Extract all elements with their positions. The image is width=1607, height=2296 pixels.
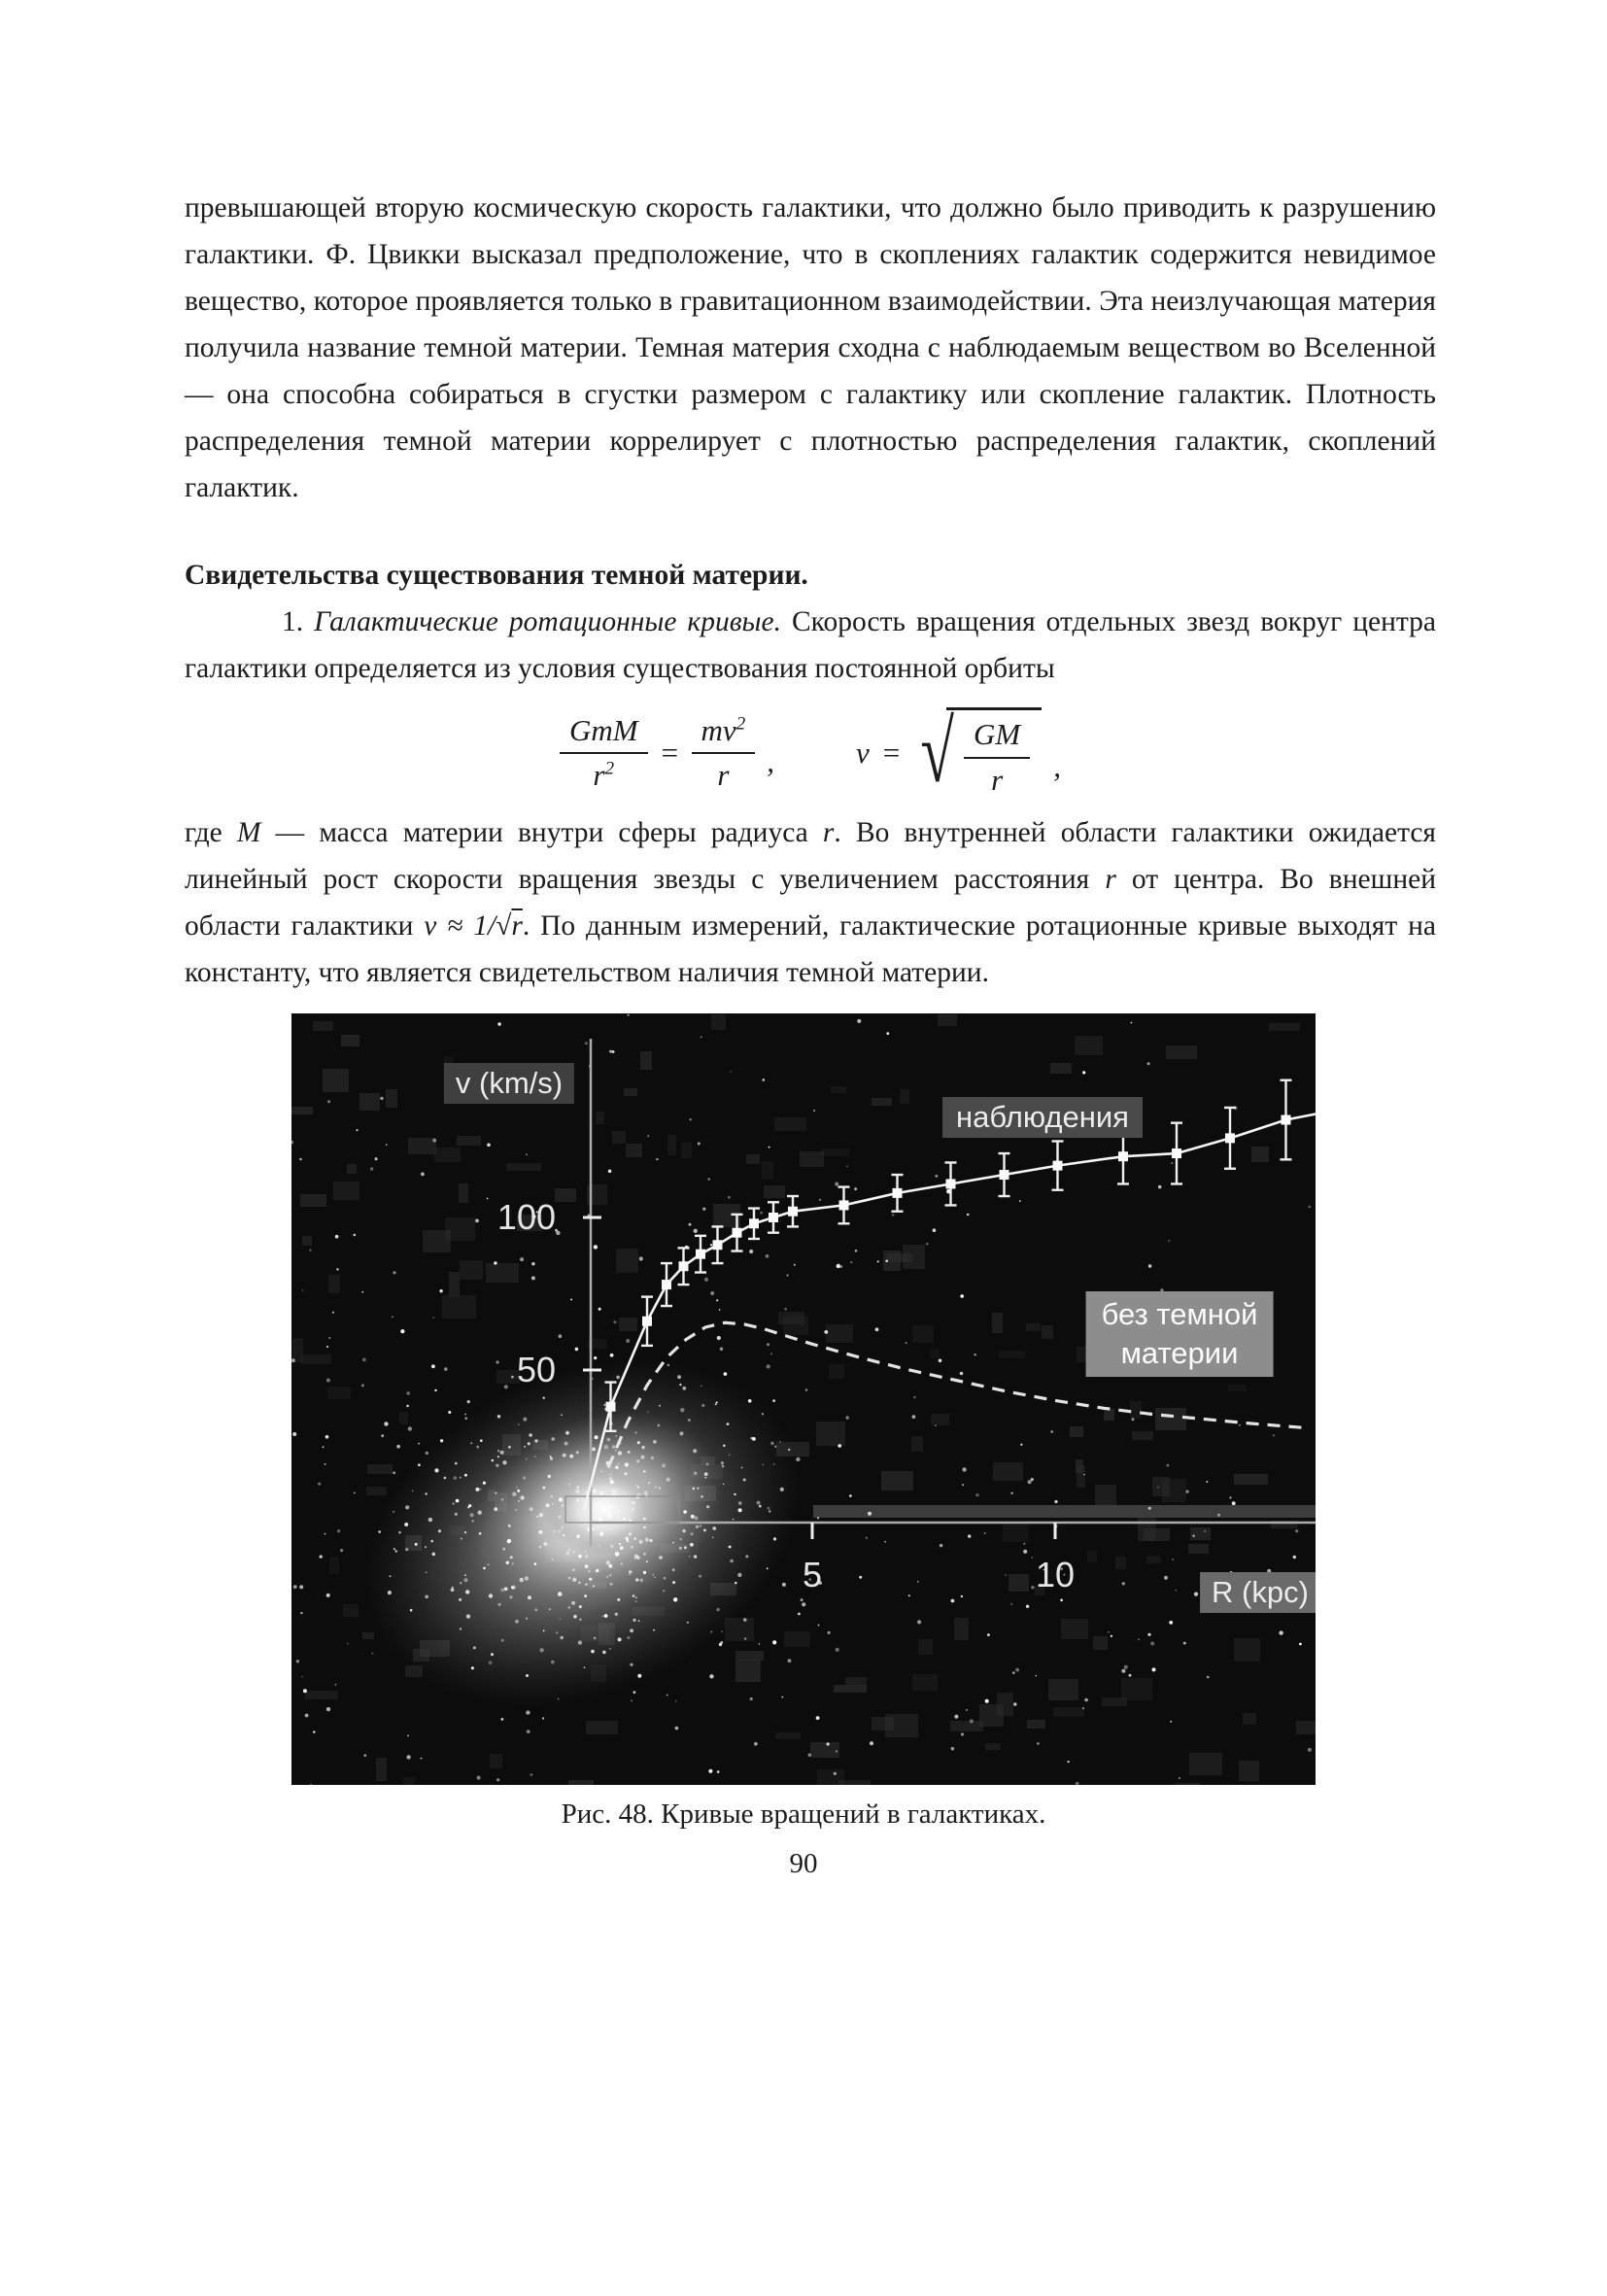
- svg-text:100: 100: [496, 1196, 556, 1237]
- svg-text:50: 50: [516, 1349, 556, 1389]
- page-number: 90: [789, 1847, 818, 1879]
- paragraph-rotation-explanation: где M — масса материи внутри сферы радиуса r. Во внутренней области галактики ожидается линейный рост скорости вращения звезды с увеличением расстояния r от центра. Во внешней области галактики v ≈ 1/√r. По данным измерений, галактические ротационные кривые выходят на константу, что является свидетельством наличия темной материи.: [185, 816, 1436, 988]
- formula-orbital-velocity: [856, 704, 1062, 802]
- comma: ,: [1053, 748, 1062, 783]
- paragraph-dark-matter-intro: превышающей вторую космическую скорость галактики, что должно было приводить к разрушению галактики. Ф. Цвикки высказал предположение, что в скоплениях галактик содержится невидимое вещество, которое проявляется только в гравитационном взаимодействии. Эта неизлучающая материя получила название темной материи. Темная материя сходна с наблюдаемым веществом во Вселенной — она способна собираться в сгустки размером с галактику или скопление галактик. Плотность распределения темной материи коррелирует с плотностью распределения галактик, скоплений галактик.: [185, 192, 1436, 503]
- fraction-rhs-numerator: $mv^2$: [692, 712, 756, 755]
- fraction-rhs: [692, 712, 756, 796]
- y-axis-label: v (km/s): [444, 1063, 574, 1104]
- equals-sign: =: [880, 735, 902, 770]
- section-heading: Свидетельства существования темной материи.: [185, 560, 808, 591]
- figure-caption: Рис. 48. Кривые вращений в галактиках.: [561, 1798, 1046, 1830]
- fraction-lhs-denominator: $r^2$: [593, 758, 615, 793]
- rotation-curve-chart: [291, 1013, 1316, 1785]
- paragraph-rotation-curves: 1. Галактические ротационные кривые. Скорость вращения отдельных звезд вокруг центра галактики определяется из условия существования постоянной орбиты: [185, 606, 1437, 684]
- fraction-lhs: [560, 712, 648, 796]
- observations-annotation: наблюдения: [942, 1097, 1143, 1138]
- svg-text:10: 10: [1035, 1554, 1076, 1594]
- svg-text:5: 5: [802, 1554, 823, 1594]
- fraction-under-root: $\frac{GM}{r}$: [964, 716, 1030, 800]
- fraction-lhs-numerator: GmM: [560, 712, 648, 755]
- x-axis-label: R (kpc): [1200, 1572, 1316, 1613]
- formula-block: [185, 704, 1436, 802]
- fraction-rhs-denominator: r: [717, 758, 730, 793]
- velocity-symbol: v: [856, 735, 870, 770]
- figure-rotation-curves: [291, 1013, 1316, 1785]
- radicand: [946, 707, 1042, 800]
- radical-sign: √: [920, 704, 954, 802]
- comma: ,: [767, 744, 775, 779]
- formula-gravity-balance: [560, 712, 774, 796]
- square-root: [913, 704, 1043, 802]
- text-column: [0, 0, 1607, 996]
- no-dark-matter-annotation: без темной материи: [1086, 1291, 1274, 1377]
- equals-sign: =: [659, 735, 680, 770]
